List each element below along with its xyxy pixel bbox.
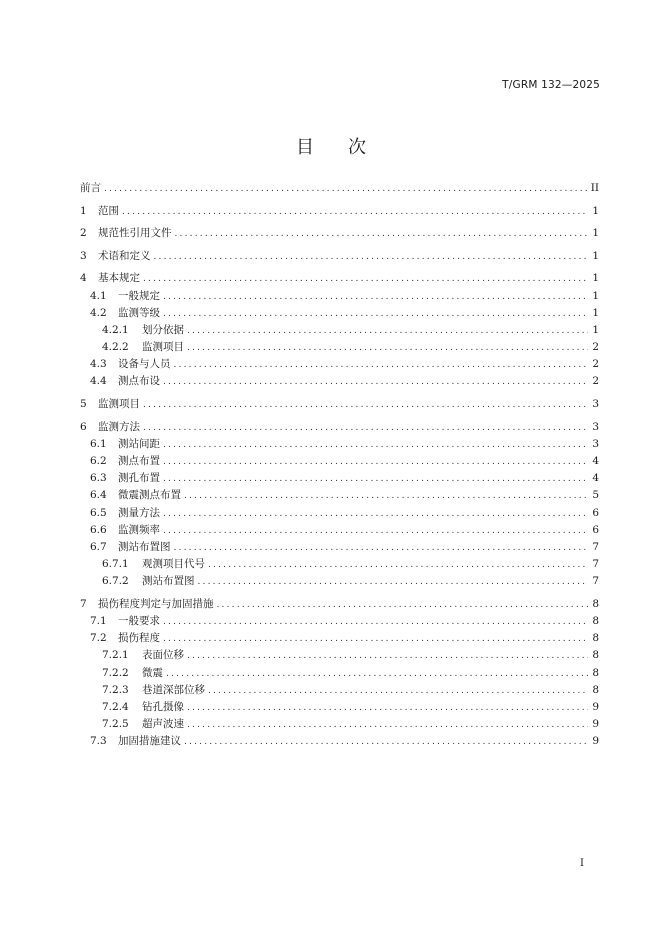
toc-entry-page: 1 xyxy=(592,204,599,217)
toc-dot-leader xyxy=(174,360,589,370)
toc-entry[interactable] xyxy=(80,573,599,590)
toc-entry-page: 1 xyxy=(592,227,599,240)
toc-entry-page: 3 xyxy=(592,398,599,411)
toc-entry-page: 1 xyxy=(592,249,599,262)
toc-entry-title: 规范性引用文件 xyxy=(98,227,172,240)
toc-entry-number: 7.1 xyxy=(90,615,107,628)
toc-dot-leader xyxy=(163,457,588,467)
toc-dot-leader xyxy=(163,634,588,644)
toc-entry-page: 1 xyxy=(592,323,599,336)
toc-entry[interactable] xyxy=(80,248,599,265)
toc-entry[interactable] xyxy=(80,373,599,390)
toc-entry-page: 9 xyxy=(592,700,599,713)
toc-entry-title: 设备与人员 xyxy=(118,358,171,371)
toc-dot-leader xyxy=(187,651,588,661)
toc-dot-leader xyxy=(174,543,589,553)
toc-entry-title: 测站布置图 xyxy=(118,540,171,553)
toc-dot-leader xyxy=(143,400,588,410)
toc-entry[interactable] xyxy=(80,539,599,556)
toc-entry-page: 8 xyxy=(592,615,599,628)
toc-entry-number: 4.2.1 xyxy=(102,323,129,336)
toc-entry-title: 测点布设 xyxy=(118,375,160,388)
toc-entry-title: 超声波速 xyxy=(142,718,184,731)
toc-entry-title: 测点布置 xyxy=(118,454,160,467)
page-number: I xyxy=(580,858,584,869)
toc-dot-leader xyxy=(163,509,588,519)
toc-entry[interactable] xyxy=(80,733,599,750)
toc-entry-page: 1 xyxy=(592,306,599,319)
toc-entry[interactable] xyxy=(80,419,599,436)
toc-entry-page: 8 xyxy=(592,597,599,610)
toc-entry-page: 3 xyxy=(592,420,599,433)
toc-dot-leader xyxy=(163,440,588,450)
toc-dot-leader xyxy=(163,526,588,536)
toc-entry[interactable] xyxy=(80,339,599,356)
toc-entry[interactable] xyxy=(80,487,599,504)
toc-dot-leader xyxy=(143,274,588,284)
toc-dot-leader xyxy=(166,669,588,679)
document-code: T/GRM 132—2025 xyxy=(502,79,600,91)
toc-entry-number: 7.2.1 xyxy=(102,649,129,662)
toc-dot-leader xyxy=(184,491,588,501)
toc-entry[interactable] xyxy=(80,682,599,699)
toc-entry-title: 测量方法 xyxy=(118,506,160,519)
toc-entry[interactable] xyxy=(80,322,599,339)
toc-entry-page: 7 xyxy=(592,540,599,553)
page-title: 目次 xyxy=(296,137,400,158)
toc-entry-number: 4.3 xyxy=(90,358,107,371)
toc-dot-leader xyxy=(143,423,588,433)
toc-entry-title: 监测方法 xyxy=(98,420,140,433)
toc-entry-page: 4 xyxy=(592,472,599,485)
toc-entry-number: 2 xyxy=(80,227,87,240)
toc-entry[interactable] xyxy=(80,505,599,522)
toc-entry-title: 术语和定义 xyxy=(98,249,151,262)
toc-entry-number: 6.5 xyxy=(90,506,107,519)
toc-entry-page: 4 xyxy=(592,454,599,467)
toc-entry-page: 8 xyxy=(592,649,599,662)
toc-dot-leader xyxy=(187,326,588,336)
toc-entry-title: 损伤程度 xyxy=(118,632,160,645)
toc-entry-page: 6 xyxy=(592,523,599,536)
toc-dot-leader xyxy=(175,229,589,239)
toc-entry-page: 9 xyxy=(592,735,599,748)
toc-entry-page: 6 xyxy=(592,506,599,519)
toc-entry[interactable] xyxy=(80,647,599,664)
toc-entry-title: 监测项目 xyxy=(142,341,184,354)
toc-entry-number: 3 xyxy=(80,249,87,262)
toc-entry[interactable] xyxy=(80,453,599,470)
toc-entry[interactable] xyxy=(80,522,599,539)
toc-dot-leader xyxy=(104,184,588,194)
toc-entry-number: 6.2 xyxy=(90,454,107,467)
toc-entry-page: 1 xyxy=(592,289,599,302)
toc-entry-number: 4 xyxy=(80,272,87,285)
toc-dot-leader xyxy=(163,617,588,627)
toc-entry[interactable] xyxy=(80,203,599,220)
toc-entry[interactable] xyxy=(80,630,599,647)
toc-entry[interactable] xyxy=(80,270,599,287)
toc-entry[interactable] xyxy=(80,436,599,453)
toc-entry-title: 监测频率 xyxy=(118,523,160,536)
toc-entry[interactable] xyxy=(80,305,599,322)
toc-entry-number: 6.1 xyxy=(90,437,107,450)
table-of-contents xyxy=(80,180,599,751)
toc-entry-page: 2 xyxy=(592,358,599,371)
toc-entry-number: 7.2.4 xyxy=(102,700,129,713)
toc-entry-title: 损伤程度判定与加固措施 xyxy=(98,597,214,610)
toc-entry-page: 7 xyxy=(592,575,599,588)
toc-entry-title: 加固措施建议 xyxy=(118,735,181,748)
toc-entry-title: 钻孔摄像 xyxy=(142,700,184,713)
toc-entry-title: 前言 xyxy=(80,182,101,194)
toc-entry-page: 1 xyxy=(592,272,599,285)
toc-dot-leader xyxy=(187,720,588,730)
toc-dot-leader xyxy=(187,343,588,353)
toc-entry[interactable] xyxy=(80,470,599,487)
toc-entry-number: 6.7.2 xyxy=(102,575,129,588)
toc-dot-leader xyxy=(163,292,588,302)
toc-entry[interactable] xyxy=(80,288,599,305)
toc-entry-page: 5 xyxy=(592,489,599,502)
toc-entry-number: 6.6 xyxy=(90,523,107,536)
toc-entry[interactable] xyxy=(80,596,599,613)
toc-dot-leader xyxy=(217,600,589,610)
toc-entry[interactable] xyxy=(80,225,599,242)
toc-entry-title: 基本规定 xyxy=(98,272,140,285)
toc-dot-leader xyxy=(163,474,588,484)
toc-entry-page: 8 xyxy=(592,666,599,679)
toc-entry-title: 测孔布置 xyxy=(118,472,160,485)
toc-entry-number: 6.7 xyxy=(90,540,107,553)
toc-entry-page: II xyxy=(590,182,599,194)
toc-entry-title: 观测项目代号 xyxy=(142,558,205,571)
toc-entry-title: 一般要求 xyxy=(118,615,160,628)
toc-entry-number: 4.2.2 xyxy=(102,341,129,354)
toc-entry-page: 2 xyxy=(592,341,599,354)
toc-entry-number: 6.7.1 xyxy=(102,558,129,571)
toc-dot-leader xyxy=(154,252,589,262)
toc-entry[interactable] xyxy=(80,556,599,573)
toc-entry[interactable] xyxy=(80,665,599,682)
toc-entry-number: 7.3 xyxy=(90,735,107,748)
toc-dot-leader xyxy=(187,703,588,713)
toc-entry-title: 测站布置图 xyxy=(142,575,195,588)
toc-entry-number: 1 xyxy=(80,204,87,217)
toc-entry-number: 7.2.5 xyxy=(102,718,129,731)
toc-dot-leader xyxy=(208,560,588,570)
toc-entry-page: 8 xyxy=(592,683,599,696)
toc-entry-number: 5 xyxy=(80,398,87,411)
toc-entry-page: 2 xyxy=(592,375,599,388)
toc-entry[interactable] xyxy=(80,699,599,716)
toc-entry-title: 微震 xyxy=(142,666,163,679)
toc-entry-title: 一般规定 xyxy=(118,289,160,302)
toc-entry[interactable] xyxy=(80,180,599,197)
toc-entry-title: 划分依据 xyxy=(142,323,184,336)
toc-entry-number: 6.4 xyxy=(90,489,107,502)
toc-entry-number: 6.3 xyxy=(90,472,107,485)
toc-dot-leader xyxy=(163,377,588,387)
toc-entry-title: 测站间距 xyxy=(118,437,160,450)
toc-entry-page: 8 xyxy=(592,632,599,645)
toc-entry-number: 7 xyxy=(80,597,87,610)
toc-entry-number: 4.1 xyxy=(90,289,107,302)
toc-entry-number: 7.2.3 xyxy=(102,683,129,696)
toc-entry-title: 监测项目 xyxy=(98,398,140,411)
toc-entry-title: 监测等级 xyxy=(118,306,160,319)
toc-entry[interactable] xyxy=(80,396,599,413)
toc-entry-page: 3 xyxy=(592,437,599,450)
toc-entry-number: 7.2.2 xyxy=(102,666,129,679)
toc-dot-leader xyxy=(122,207,588,217)
toc-entry-page: 7 xyxy=(592,558,599,571)
toc-entry-title: 巷道深部位移 xyxy=(142,683,205,696)
toc-entry-number: 4.2 xyxy=(90,306,107,319)
toc-entry-page: 9 xyxy=(592,718,599,731)
toc-dot-leader xyxy=(163,309,588,319)
toc-entry-number: 7.2 xyxy=(90,632,107,645)
toc-entry-number: 4.4 xyxy=(90,375,107,388)
toc-entry[interactable] xyxy=(80,613,599,630)
toc-dot-leader xyxy=(198,577,589,587)
toc-entry[interactable] xyxy=(80,716,599,733)
toc-entry-title: 表面位移 xyxy=(142,649,184,662)
toc-entry-title: 微震测点布置 xyxy=(118,489,181,502)
toc-entry-title: 范围 xyxy=(98,204,119,217)
toc-entry-number: 6 xyxy=(80,420,87,433)
toc-dot-leader xyxy=(208,686,588,696)
toc-dot-leader xyxy=(184,737,588,747)
toc-entry[interactable] xyxy=(80,356,599,373)
